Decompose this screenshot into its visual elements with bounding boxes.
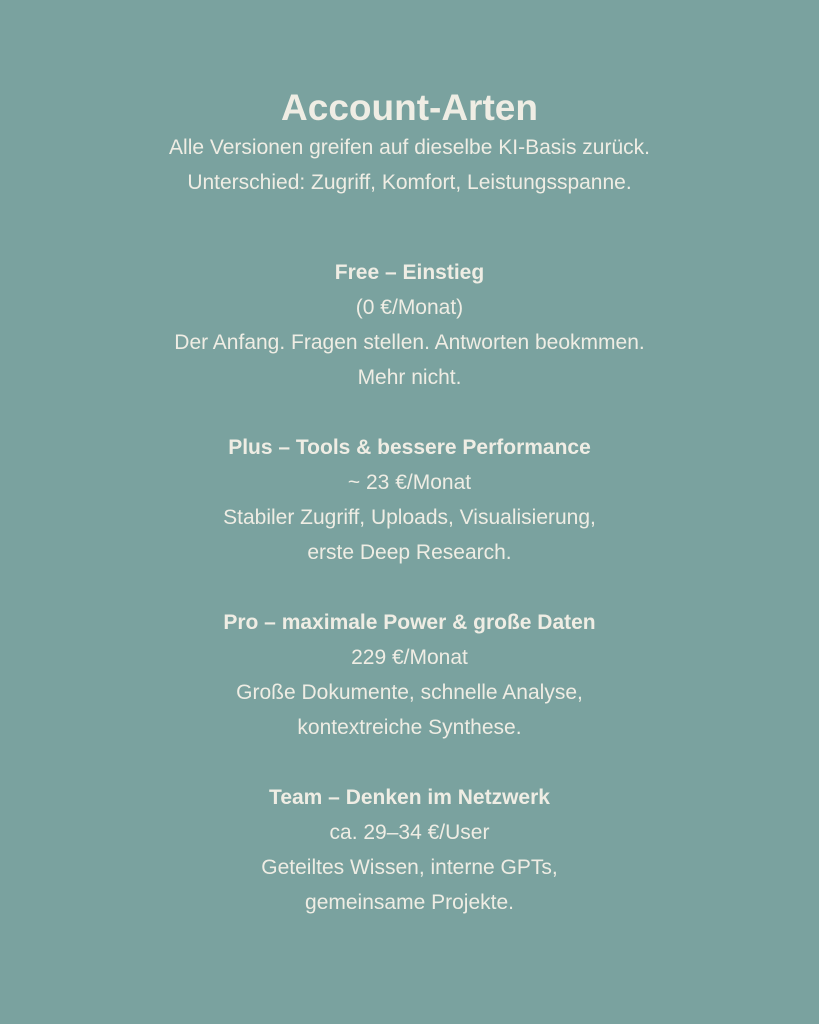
plan-price: ~ 23 €/Monat — [347, 471, 472, 494]
plan-description-line-1: Der Anfang. Fragen stellen. Antworten beokmmen. — [174, 331, 645, 354]
intro-line-2: Unterschied: Zugriff, Komfort, Leistungsspanne. — [187, 171, 632, 194]
plan-free — [0, 255, 819, 395]
plan-description-line-1: Stabiler Zugriff, Uploads, Visualisierung, — [223, 506, 596, 529]
plan-description-line-2: erste Deep Research. — [307, 541, 512, 564]
plan-pro — [0, 605, 819, 745]
plan-team — [0, 780, 819, 920]
intro-line-1: Alle Versionen greifen auf dieselbe KI-Basis zurück. — [169, 136, 650, 159]
plan-name: Pro – maximale Power & große Daten — [223, 611, 596, 634]
plan-plus — [0, 430, 819, 570]
plan-description-line-2: kontextreiche Synthese. — [297, 716, 522, 739]
plan-description-line-2: Mehr nicht. — [357, 366, 462, 389]
plan-price: (0 €/Monat) — [355, 296, 464, 319]
plan-price: ca. 29–34 €/User — [329, 821, 490, 844]
plan-description-line-1: Geteiltes Wissen, interne GPTs, — [261, 856, 558, 879]
page-title: Account-Arten — [281, 87, 538, 128]
page-intro — [0, 130, 819, 200]
plan-price: 229 €/Monat — [351, 646, 468, 669]
plan-description-line-2: gemeinsame Projekte. — [305, 891, 514, 914]
plan-name: Team – Denken im Netzwerk — [269, 786, 550, 809]
plan-name: Plus – Tools & bessere Performance — [228, 436, 591, 459]
plan-description-line-1: Große Dokumente, schnelle Analyse, — [236, 681, 583, 704]
plan-name: Free – Einstieg — [334, 261, 485, 284]
